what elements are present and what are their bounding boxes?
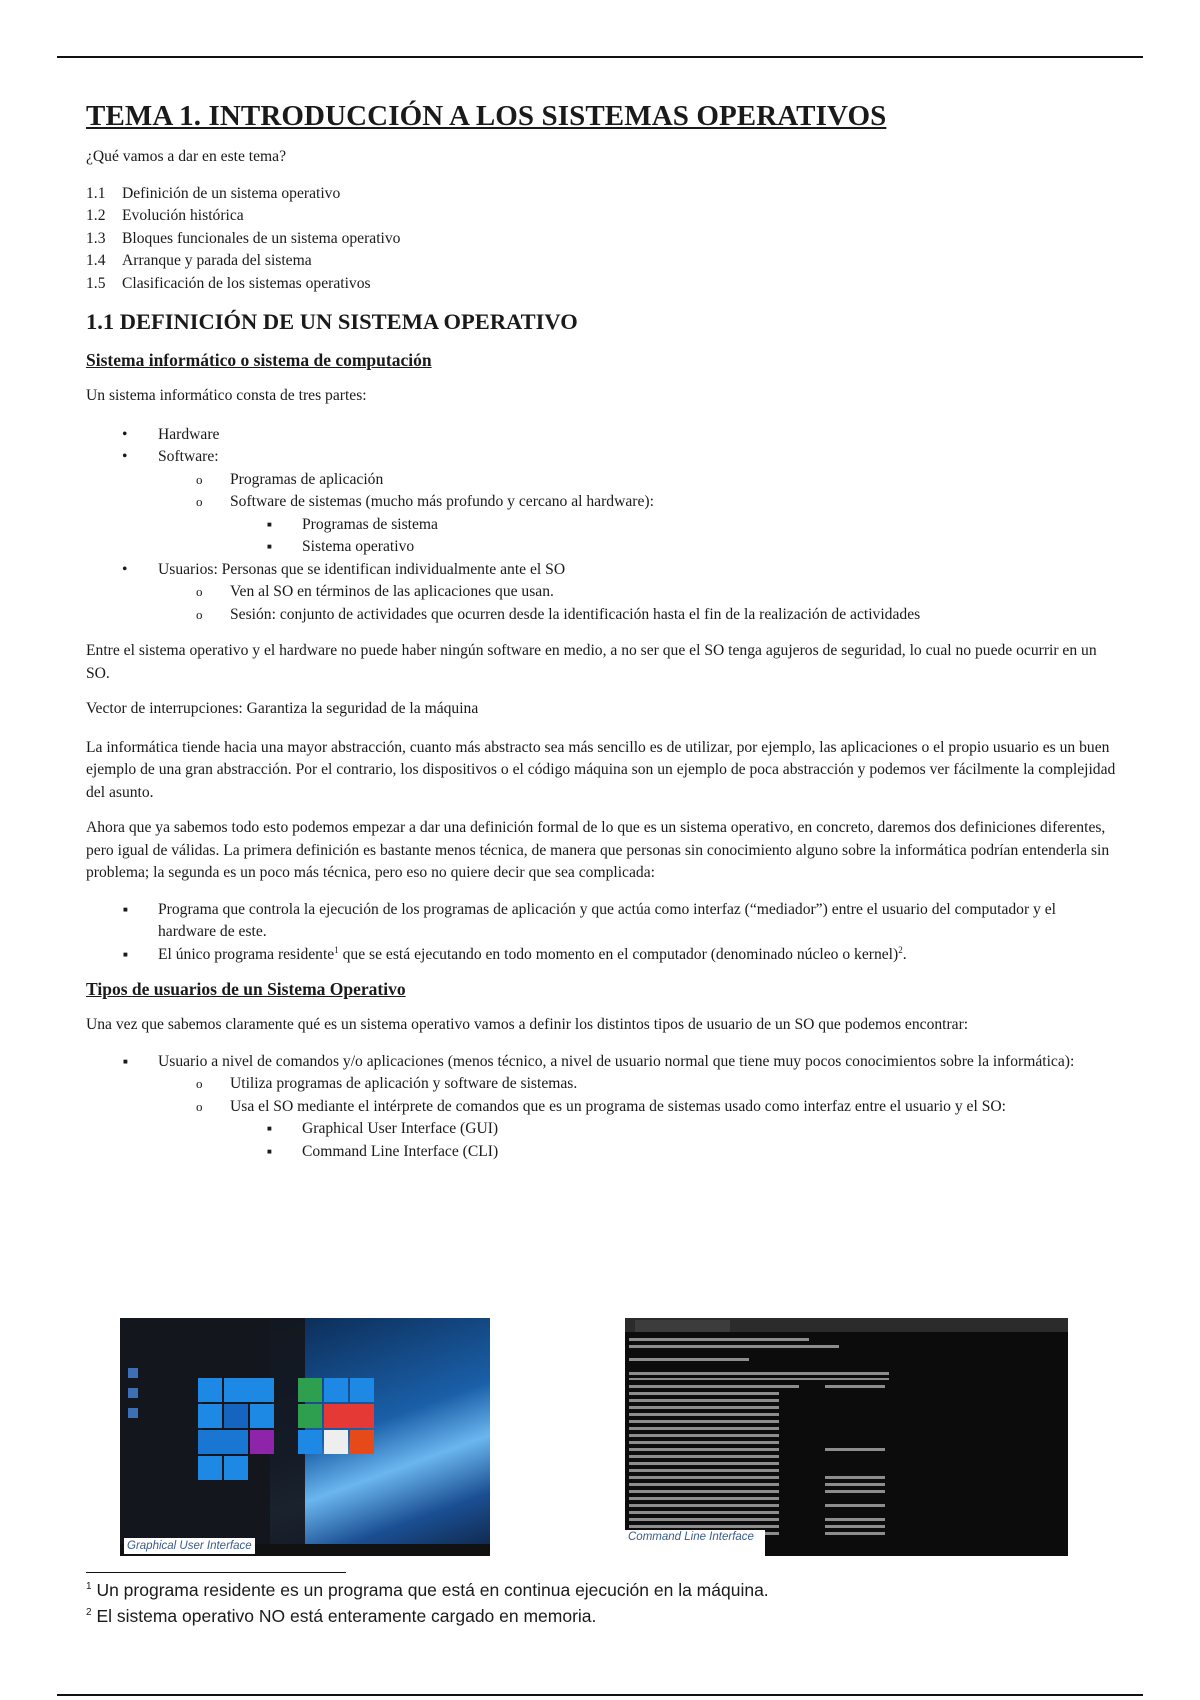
document-title: TEMA 1. INTRODUCCIÓN A LOS SISTEMAS OPERATIVOS bbox=[86, 100, 887, 132]
tile-icon bbox=[298, 1378, 322, 1402]
footnote-separator bbox=[86, 1572, 346, 1573]
tile-icon bbox=[224, 1404, 248, 1428]
parts-list bbox=[158, 424, 1116, 627]
paragraph-abstraction: La informática tiende hacia una mayor abstracción, cuanto más abstracto sea más sencillo es de utilizar, por ejemplo, las aplicaciones o el propio usuario es un buen ejemplo de una gran abstracción. Por el contrario, los dispositivos o el código máquina son un ejemplo de poca abstracción y podemos ver fácilmente la complejidad del asunto. bbox=[86, 738, 1116, 801]
footnote-2: $^2$ El sistema operativo NO está enteramente cargado en memoria. bbox=[86, 1606, 597, 1626]
toc-item: 1.4 Arranque y parada del sistema bbox=[86, 252, 312, 269]
subheading-tipos-usuarios: Tipos de usuarios de un Sistema Operativo bbox=[86, 979, 406, 999]
list-item: ■ El único programa residente$^1$ que se está ejecutando en todo momento en el computador (denominado núcleo o kernel)$^2$. bbox=[158, 944, 1116, 967]
document-body bbox=[86, 96, 1116, 1177]
tile-icon bbox=[198, 1404, 222, 1428]
list-item: o Ven al SO en términos de las aplicaciones que usan. bbox=[230, 581, 1116, 604]
list-item: o Sesión: conjunto de actividades que ocurren desde la identificación hasta el fin de la realización de actividades bbox=[230, 604, 1116, 627]
sublist bbox=[302, 1118, 1116, 1163]
tile-icon bbox=[324, 1430, 348, 1454]
subheading-sistema-informatico: Sistema informático o sistema de computación bbox=[86, 350, 432, 370]
paragraph-between: Entre el sistema operativo y el hardware no puede haber ningún software en medio, a no ser que el SO tenga agujeros de seguridad, lo cual no puede ocurrir en un SO. bbox=[86, 642, 1097, 682]
tile-icon bbox=[298, 1404, 322, 1428]
user-types-list bbox=[158, 1051, 1116, 1164]
tile-icon bbox=[350, 1430, 374, 1454]
terminal-tab bbox=[635, 1320, 730, 1332]
list-item: ■ Usuario a nivel de comandos y/o aplicaciones (menos técnico, a nivel de usuario normal que tiene muy pocos conocimientos sobre la informática): o Utiliza programas de aplicación y software de sistemas. o Usa el SO mediante el intérprete de comandos que es un programa de sistemas usado como interfaz entre el usuario y el SO: ■ Graphical User Interface (GUI) ■ Command Line Interface (CLI) bbox=[158, 1051, 1116, 1164]
top-rule bbox=[57, 56, 1143, 58]
tile-icon bbox=[250, 1430, 274, 1454]
tile-icon bbox=[324, 1378, 348, 1402]
tile-icon bbox=[198, 1430, 248, 1454]
list-item: o Software de sistemas (mucho más profundo y cercano al hardware): ■ Programas de sistema ■ Sistema operativo bbox=[230, 491, 1116, 559]
toc-item: 1.2 Evolución histórica bbox=[86, 207, 244, 224]
list-item: o Utiliza programas de aplicación y software de sistemas. bbox=[230, 1073, 1116, 1096]
cli-caption: Command Line Interface bbox=[625, 1530, 765, 1556]
gui-caption: Graphical User Interface bbox=[124, 1538, 255, 1554]
sublist bbox=[230, 1073, 1116, 1163]
tile-icon bbox=[224, 1378, 274, 1402]
list-item: ■ Sistema operativo bbox=[302, 536, 1116, 559]
list-item: ■ Graphical User Interface (GUI) bbox=[302, 1118, 1116, 1141]
paragraph-definition: Ahora que ya sabemos todo esto podemos empezar a dar una definición formal de lo que es un sistema operativo, en concreto, daremos dos definiciones diferentes, pero igual de válidas. La primera definición es bastante menos técnica, de manera que personas sin conocimiento alguno sobre la informática podrían entenderla sin problema; la segunda es un poco más técnica, pero eso no quiere decir que sea complicada: bbox=[86, 819, 1110, 881]
tile-icon bbox=[324, 1404, 374, 1428]
list-item: • Hardware bbox=[158, 424, 1116, 447]
tile-icon bbox=[250, 1404, 274, 1428]
tile-icon bbox=[128, 1408, 138, 1418]
paragraph-user-types: Una vez que sabemos claramente qué es un sistema operativo vamos a definir los distintos tipos de usuario de un SO que podemos encontrar: bbox=[86, 1016, 969, 1033]
interface-screenshots bbox=[120, 1318, 1070, 1552]
tile-icon bbox=[350, 1378, 374, 1402]
paragraph-parts: Un sistema informático consta de tres partes: bbox=[86, 387, 367, 404]
footnote-1: $^1$ Un programa residente es un programa que está en continua ejecución en la máquina. bbox=[86, 1580, 769, 1600]
list-item: o Usa el SO mediante el intérprete de comandos que es un programa de sistemas usado como interfaz entre el usuario y el SO: ■ Graphical User Interface (GUI) ■ Command Line Interface (CLI) bbox=[230, 1096, 1116, 1164]
toc-item: 1.5 Clasificación de los sistemas operativos bbox=[86, 274, 371, 292]
tile-icon bbox=[198, 1378, 222, 1402]
sublist bbox=[230, 469, 1116, 559]
tile-icon bbox=[128, 1368, 138, 1378]
list-item: • Usuarios: Personas que se identifican individualmente ante el SO o Ven al SO en términos de las aplicaciones que usan. o Sesión: conjunto de actividades que ocurren desde la identificación hasta el fin de la realización de actividades bbox=[158, 559, 1116, 627]
section-heading-1-1: 1.1 DEFINICIÓN DE UN SISTEMA OPERATIVO bbox=[86, 309, 578, 334]
terminal-output-lines bbox=[625, 1336, 1068, 1546]
toc-item: 1.1 Definición de un sistema operativo bbox=[86, 184, 341, 202]
sublist bbox=[230, 581, 1116, 626]
list-item: ■ Programas de sistema bbox=[302, 514, 1116, 537]
list-item: o Programas de aplicación bbox=[230, 469, 1116, 492]
tile-icon bbox=[224, 1456, 248, 1480]
definitions-list bbox=[158, 899, 1116, 967]
footnote-ref-1[interactable]: 1 bbox=[334, 944, 339, 955]
list-item: • Software: o Programas de aplicación o Software de sistemas (mucho más profundo y cercano al hardware): ■ Programas de sistema ■ Sistema operativo bbox=[158, 446, 1116, 559]
tile-icon bbox=[128, 1388, 138, 1398]
footnote-ref-2[interactable]: 2 bbox=[898, 944, 903, 955]
footnotes bbox=[86, 1577, 769, 1629]
table-of-contents bbox=[86, 183, 1116, 296]
cli-screenshot bbox=[625, 1318, 1068, 1556]
toc-item: 1.3 Bloques funcionales de un sistema operativo bbox=[86, 229, 401, 247]
list-item: ■ Command Line Interface (CLI) bbox=[302, 1141, 1116, 1164]
list-item: ■ Programa que controla la ejecución de los programas de aplicación y que actúa como interfaz (“mediador”) entre el usuario del computador y el hardware de este. bbox=[158, 899, 1116, 944]
tile-icon bbox=[198, 1456, 222, 1480]
sublist bbox=[302, 514, 1116, 559]
bottom-rule bbox=[57, 1694, 1143, 1696]
paragraph-vector: Vector de interrupciones: Garantiza la seguridad de la máquina bbox=[86, 700, 479, 717]
start-menu bbox=[120, 1318, 305, 1556]
intro-question: ¿Qué vamos a dar en este tema? bbox=[86, 148, 287, 165]
gui-screenshot bbox=[120, 1318, 490, 1556]
tile-icon bbox=[298, 1430, 322, 1454]
